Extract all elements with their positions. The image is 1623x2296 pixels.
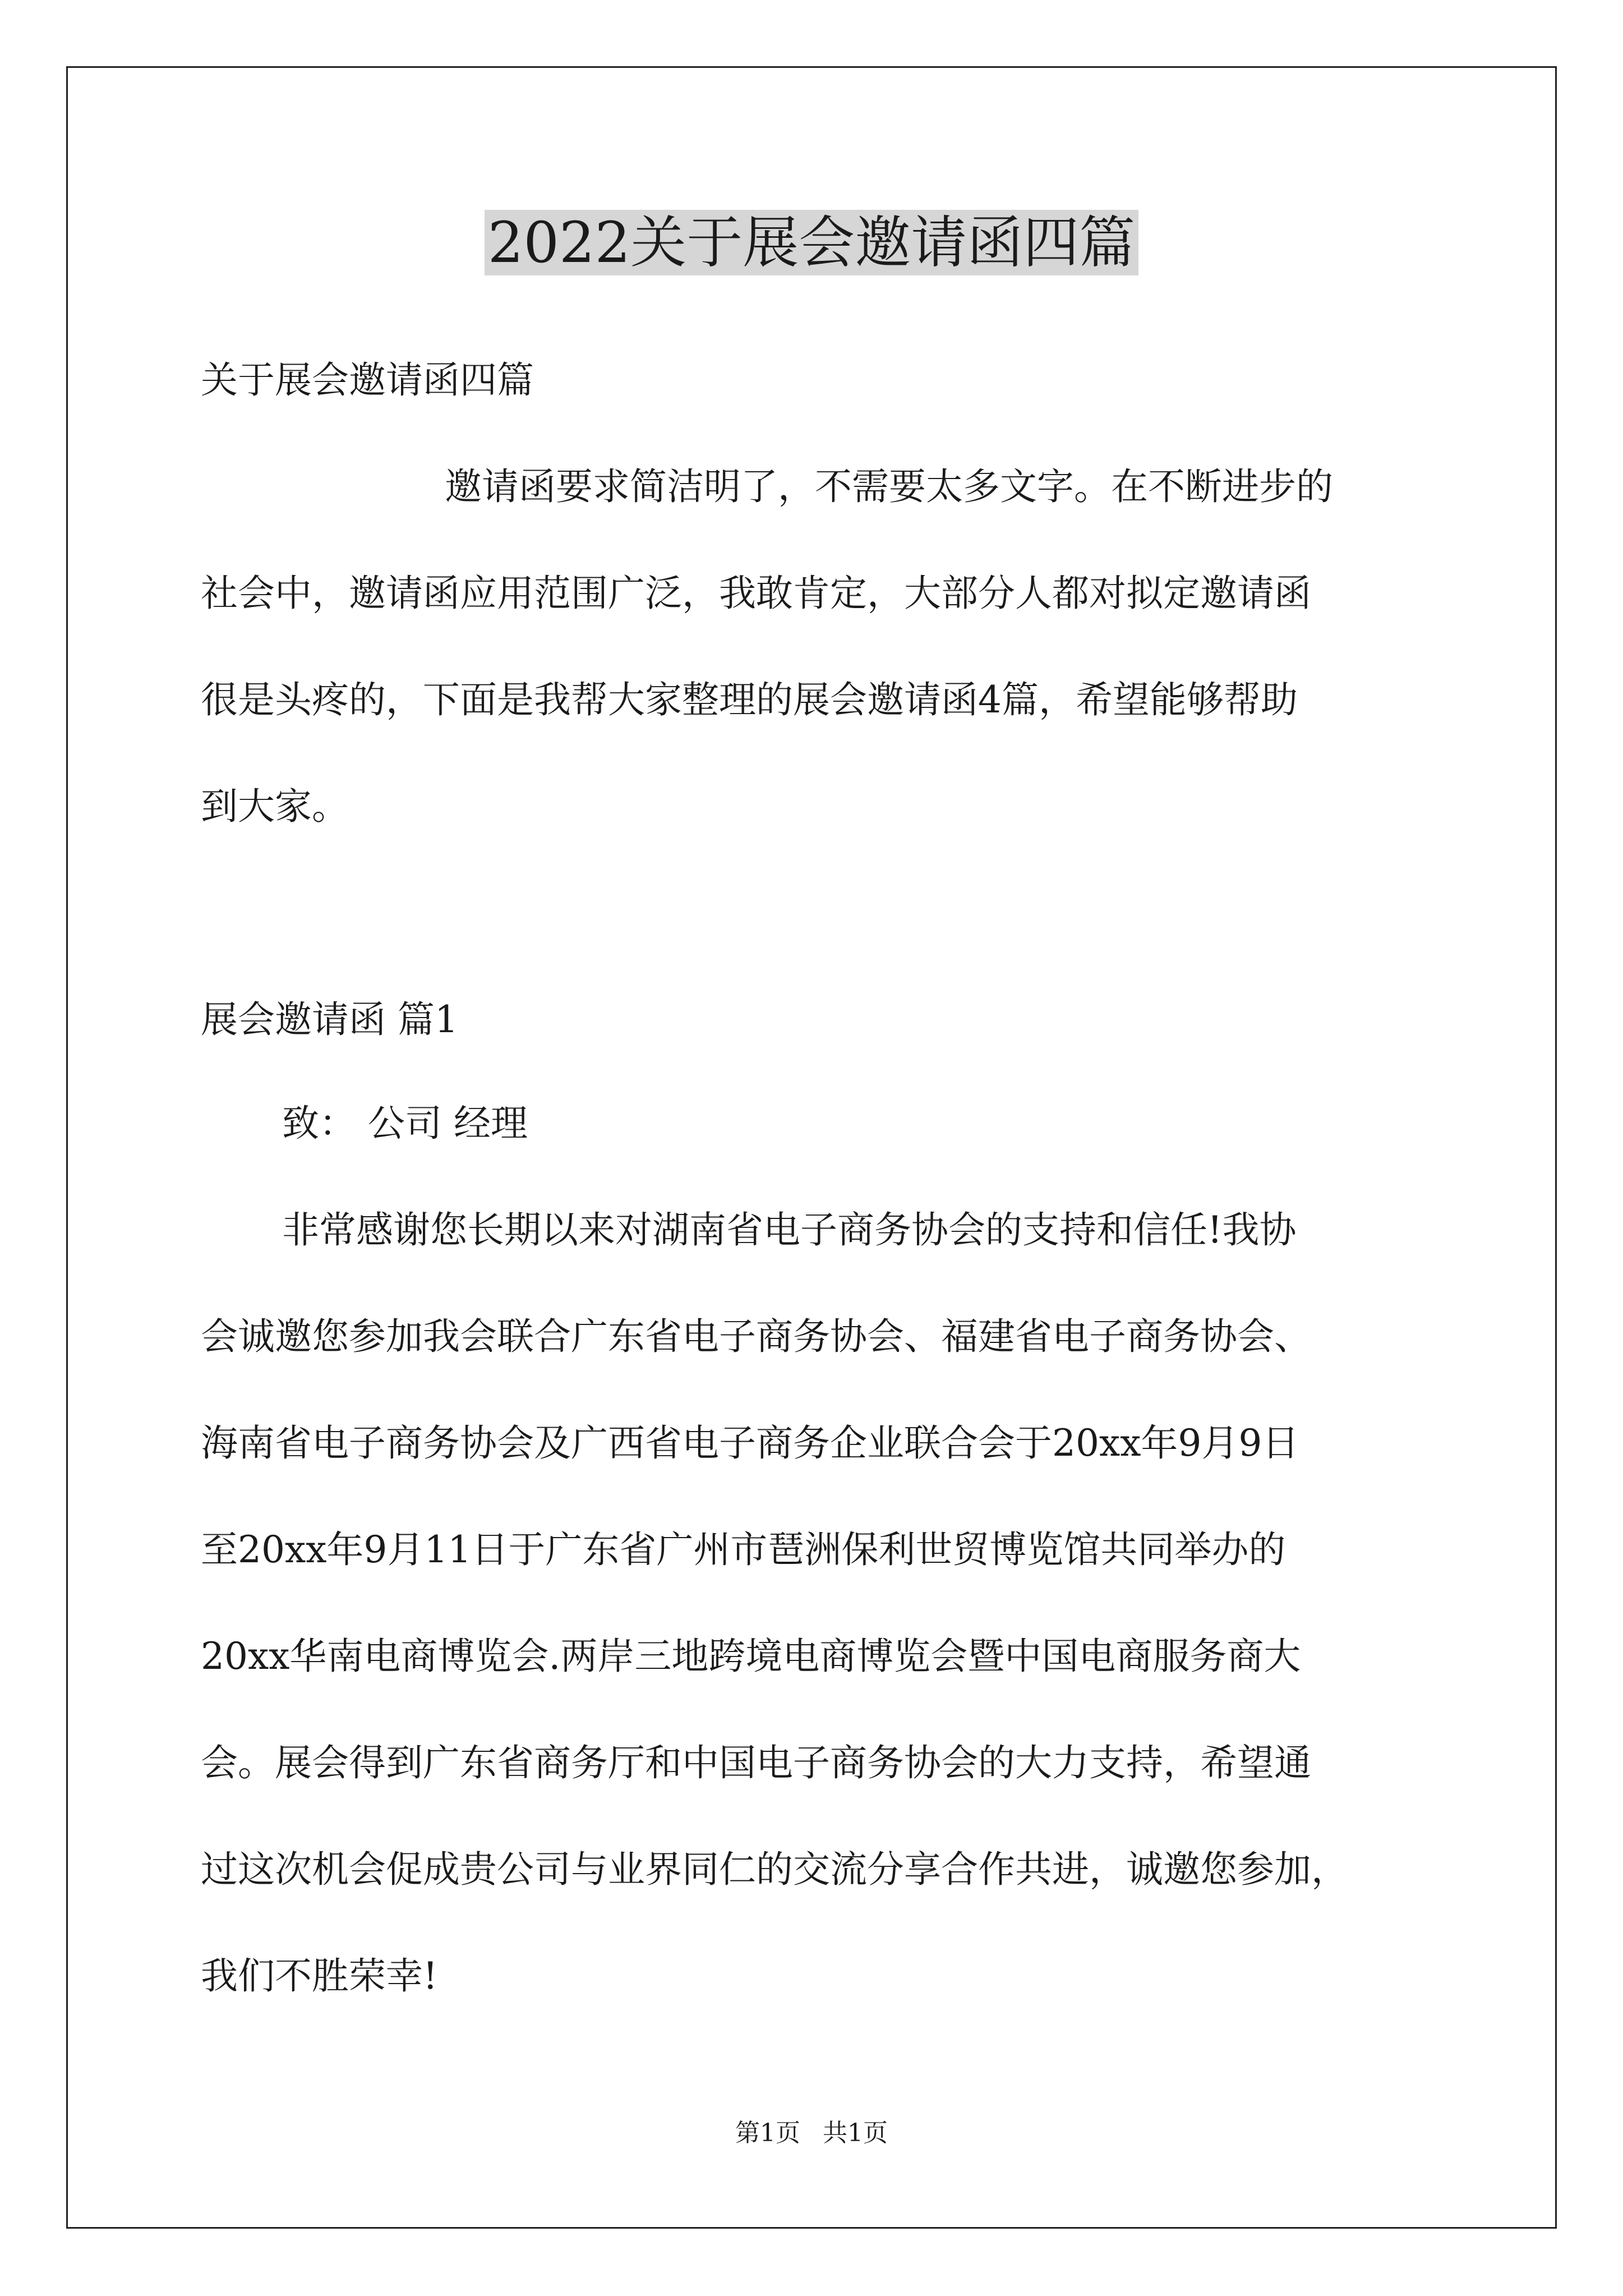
salutation: 致： 公司 经理 xyxy=(282,1102,528,1145)
document-title xyxy=(0,206,1623,279)
body-line: 会。展会得到广东省商务厅和中国电子商务协会的大力支持，希望通 xyxy=(201,1741,1311,1784)
body-line: 会诚邀您参加我会联合广东省电子商务协会、福建省电子商务协会、 xyxy=(201,1315,1311,1358)
page-footer xyxy=(0,2116,1623,2150)
body-line: 过这次机会促成贵公司与业界同仁的交流分享合作共进，诚邀您参加， xyxy=(201,1848,1348,1891)
body-line: 我们不胜荣幸! xyxy=(201,1954,438,1998)
intro-line: 很是头疼的，下面是我帮大家整理的展会邀请函4篇，希望能够帮助 xyxy=(201,678,1298,721)
body-line: 非常感谢您长期以来对湖南省电子商务协会的支持和信任!我协 xyxy=(282,1208,1297,1251)
section-heading: 展会邀请函 篇1 xyxy=(201,998,458,1041)
intro-line: 社会中，邀请函应用范围广泛，我敢肯定，大部分人都对拟定邀请函 xyxy=(201,572,1311,615)
body-line: 20xx华南电商博览会.两岸三地跨境电商博览会暨中国电商服务商大 xyxy=(201,1635,1301,1678)
document-title-text: 2022关于展会邀请函四篇 xyxy=(485,210,1139,275)
page-total: 共1页 xyxy=(823,2119,888,2147)
document-subtitle: 关于展会邀请函四篇 xyxy=(201,358,534,402)
body-line: 海南省电子商务协会及广西省电子商务企业联合会于20xx年9月9日 xyxy=(201,1421,1299,1465)
intro-line: 邀请函要求简洁明了，不需要太多文字。在不断进步的 xyxy=(445,465,1333,508)
body-line: 至20xx年9月11日于广东省广州市琶洲保利世贸博览馆共同举办的 xyxy=(201,1528,1286,1571)
page-number: 第1页 xyxy=(735,2119,800,2147)
intro-line: 到大家。 xyxy=(201,785,349,828)
